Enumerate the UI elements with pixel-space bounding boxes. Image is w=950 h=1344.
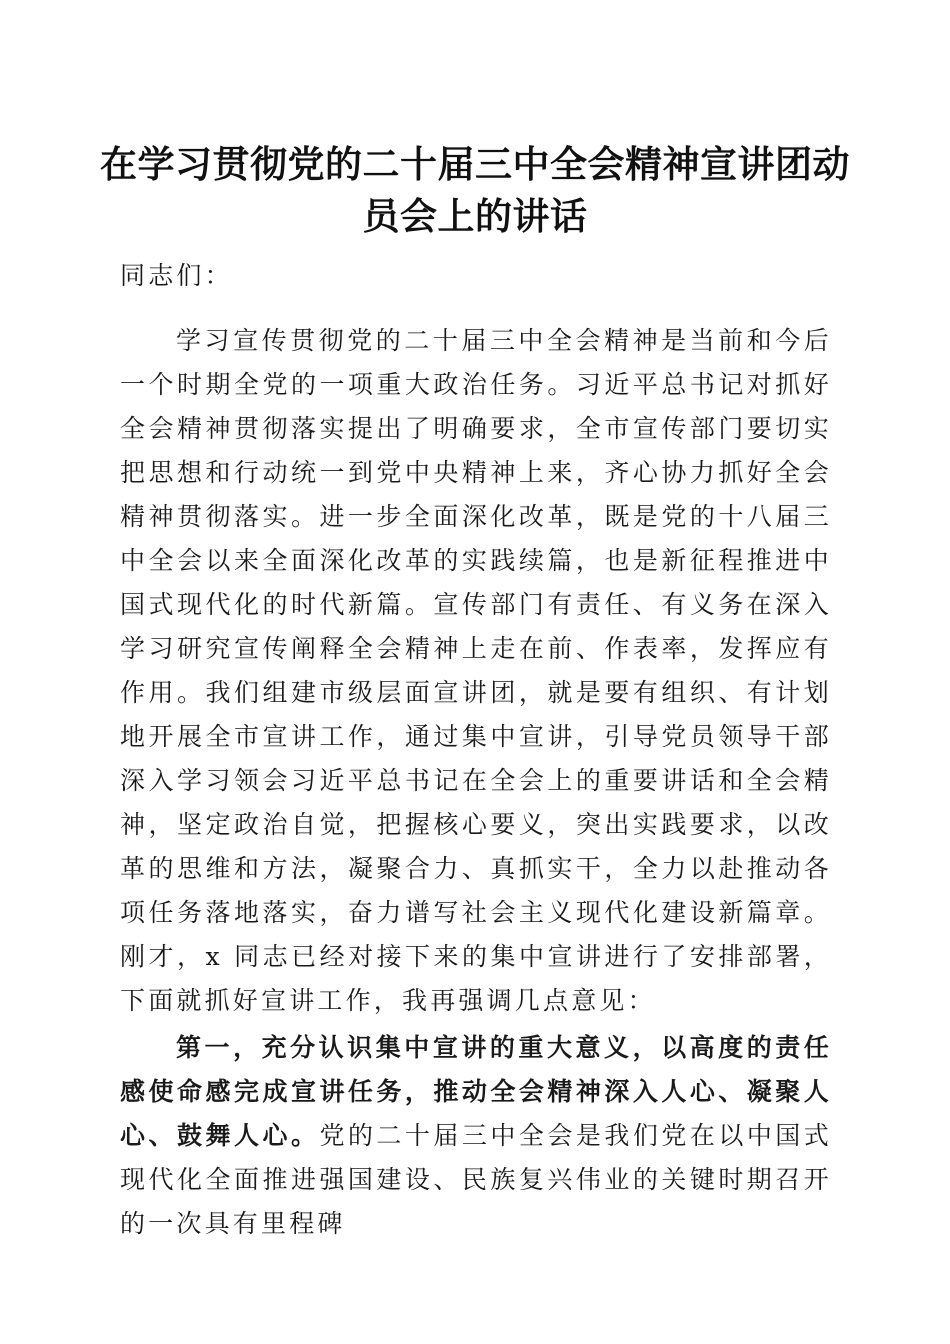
document-body bbox=[120, 254, 832, 1246]
paragraph-1: 学习宣传贯彻党的二十届三中全会精神是当前和今后一个时期全党的一项重大政治任务。习近平总书记对抓好全会精神贯彻落实提出了明确要求，全市宣传部门要切实把思想和行动统一到党中央精神上来，齐心协力抓好全会精神贯彻落实。进一步全面深化改革，既是党的十八届三中全会以来全面深化改革的实践续篇，也是新征程推进中国式现代化的时代新篇。宣传部门有责任、有义务在深入学习研究宣传阐释全会精神上走在前、作表率，发挥应有作用。我们组建市级层面宣讲团，就是要有组织、有计划地开展全市宣讲工作，通过集中宣讲，引导党员领导干部深入学习领会习近平总书记在全会上的重要讲话和全会精神，坚定政治自觉，把握核心要义，突出实践要求，以改革的思维和方法，凝聚合力、真抓实干，全力以赴推动各项任务落地落实，奋力谱写社会主义现代化建设新篇章。刚才，x 同志已经对接下来的集中宣讲进行了安排部署，下面就抓好宣讲工作，我再强调几点意见： bbox=[120, 326, 832, 1015]
document-title: 在学习贯彻党的二十届三中全会精神宣讲团动员会上的讲话 bbox=[100, 142, 850, 238]
paragraph-2-rest: 党的二十届三中全会是我们党在以中国式现代化全面推进强国建设、民族复兴伟业的关键时期召开的一次具有里程碑 bbox=[120, 1121, 833, 1238]
paragraph-2 bbox=[120, 1026, 832, 1246]
salutation: 同志们： bbox=[120, 261, 233, 290]
paragraph-2-lead: 第一，充分认识集中宣讲的重大意义，以高度的责任感使命感完成宣讲任务，推动全会精神深入人心、凝聚人心、鼓舞人心。 bbox=[120, 1033, 832, 1150]
